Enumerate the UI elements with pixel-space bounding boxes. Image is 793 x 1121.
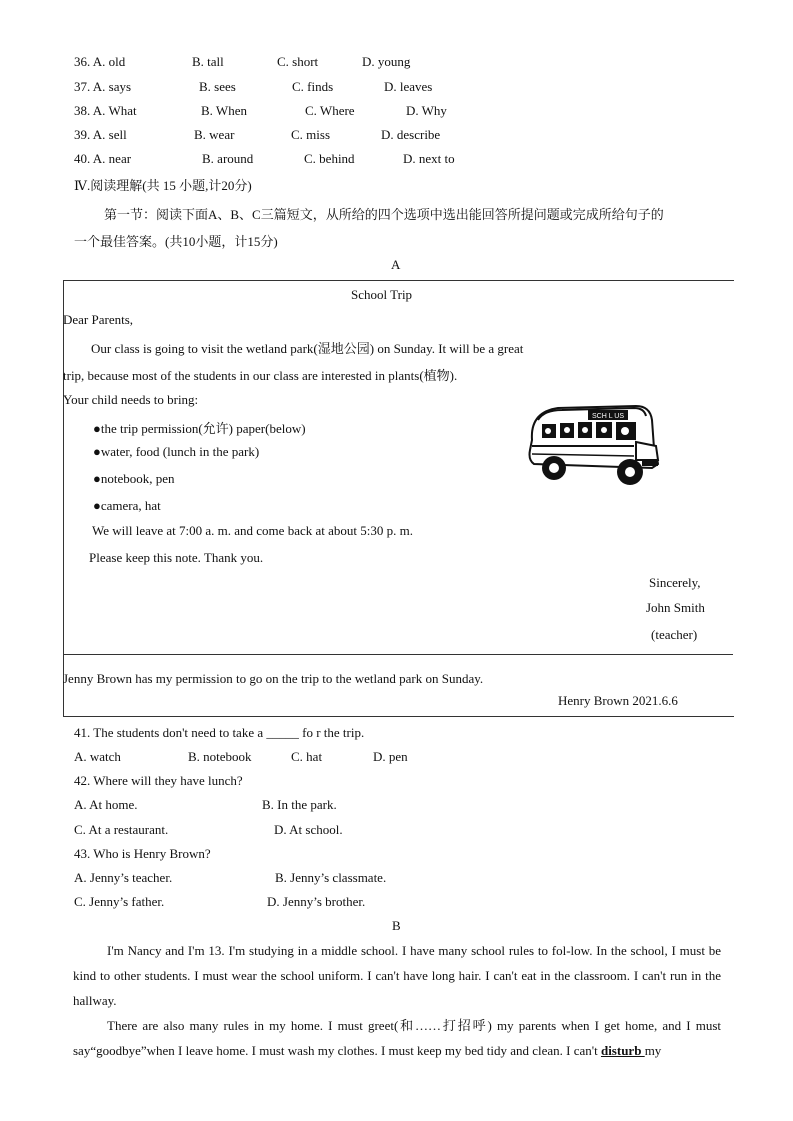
q37-d: D. leaves	[384, 79, 433, 94]
q43-c: C. Jenny’s father.	[74, 894, 165, 909]
list-item: ●notebook, pen	[93, 471, 175, 486]
q42-b: B. In the park.	[262, 797, 337, 812]
parent-signature: Henry Brown 2021.6.6	[558, 693, 678, 708]
q41-c: C. hat	[291, 749, 323, 764]
part-intro-line2: 一个最佳答案。(共10小题，计15分)	[74, 234, 278, 249]
q40-b: B. around	[202, 151, 254, 166]
q43-a: A. Jenny’s teacher.	[74, 870, 173, 885]
school-bus-icon	[524, 402, 662, 494]
q40-d: D. next to	[403, 151, 455, 166]
part-intro-line1: 第一节：阅读下面A、B、C三篇短文，从所给的四个选项中选出能回答所提问题或完成所给句子的	[104, 207, 664, 222]
question-43: 43. Who is Henry Brown?	[74, 846, 211, 861]
q42-a: A. At home.	[74, 797, 138, 812]
q36-c: C. short	[277, 54, 319, 69]
list-item: ●camera, hat	[93, 498, 161, 513]
letter-greeting: Dear Parents,	[63, 312, 134, 327]
q41-d: D. pen	[373, 749, 408, 764]
q38-a: 38. A. What	[74, 103, 137, 118]
q42-d: D. At school.	[274, 822, 343, 837]
question-42: 42. Where will they have lunch?	[74, 773, 243, 788]
passage-b-para1: I'm Nancy and I'm 13. I'm studying in a middle school. I have many school rules to fol-low. In the school, I must be kind to other students. I must wear the school uniform. I can't have long hair. I can't eat in the classroom. I can't run in the hallway.	[73, 943, 721, 1008]
list-item: ●the trip permission(允许) paper(below)	[93, 421, 306, 436]
q42-c: C. At a restaurant.	[74, 822, 169, 837]
passage-b-label: B	[392, 918, 401, 933]
q37-c: C. finds	[292, 79, 334, 94]
q38-c: C. Where	[305, 103, 355, 118]
q39-d: D. describe	[381, 127, 441, 142]
letter-keep: Please keep this note. Thank you.	[89, 550, 264, 565]
q36-d: D. young	[362, 54, 411, 69]
passage-b-para2: There are also many rules in my home. I must greet(和……打招呼) my parents when I get home, and I must say“goodbye”when I leave home. I must wash my clothes. I must keep my bed tidy and clean. I can't disturb my	[73, 1018, 721, 1058]
passage-a-title: School Trip	[351, 287, 413, 302]
letter-signer: John Smith	[646, 600, 705, 615]
passage-b-body	[73, 938, 721, 1063]
q37-a: 37. A. says	[74, 79, 132, 94]
q40-c: C. behind	[304, 151, 355, 166]
q39-a: 39. A. sell	[74, 127, 127, 142]
letter-role: (teacher)	[651, 627, 698, 642]
q39-b: B. wear	[194, 127, 235, 142]
letter-line1: Our class is going to visit the wetland park(湿地公园) on Sunday. It will be a great	[91, 341, 524, 356]
letter-needs: Your child needs to bring:	[63, 392, 199, 407]
q37-b: B. sees	[199, 79, 236, 94]
permission-text: Jenny Brown has my permission to go on the trip to the wetland park on Sunday.	[63, 671, 484, 686]
q41-a: A. watch	[74, 749, 121, 764]
vocab-word: disturb	[600, 1043, 645, 1058]
question-41: 41. The students don't need to take a _____ fo r the trip.	[74, 725, 365, 740]
list-item: ●water, food (lunch in the park)	[93, 444, 260, 459]
letter-sincerely: Sincerely,	[649, 575, 701, 590]
permission-divider	[63, 654, 733, 655]
passage-a-label: A	[391, 257, 401, 272]
q41-b: B. notebook	[188, 749, 252, 764]
q38-b: B. When	[201, 103, 247, 118]
q40-a: 40. A. near	[74, 151, 132, 166]
q36-b: B. tall	[192, 54, 224, 69]
q43-d: D. Jenny’s brother.	[267, 894, 366, 909]
q43-b: B. Jenny’s classmate.	[275, 870, 387, 885]
q39-c: C. miss	[291, 127, 331, 142]
q36-a: 36. A. old	[74, 54, 126, 69]
bus-sign: SCH L US	[591, 413, 625, 420]
letter-line2: trip, because most of the students in our class are interested in plants(植物).	[63, 368, 458, 383]
section-title: Ⅳ.阅读理解(共 15 小题,计20分)	[74, 178, 252, 193]
q38-d: D. Why	[406, 103, 447, 118]
letter-leave: We will leave at 7:00 a. m. and come back at about 5:30 p. m.	[92, 523, 413, 538]
